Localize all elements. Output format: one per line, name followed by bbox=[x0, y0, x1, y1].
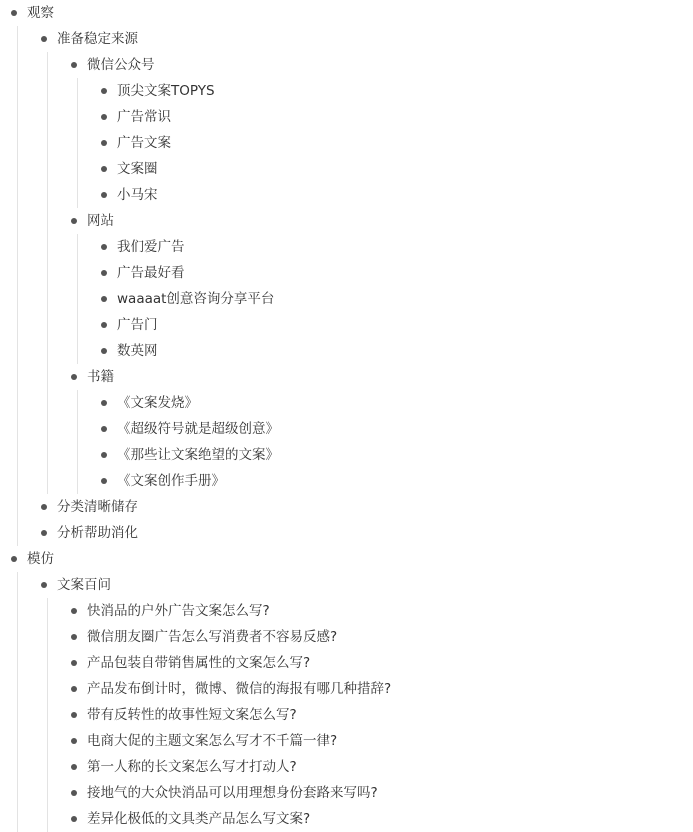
outline-item-label: 模仿 bbox=[27, 551, 54, 567]
outline-item-label: 微信公众号 bbox=[87, 57, 155, 73]
indent-guide-line bbox=[17, 572, 18, 832]
bullet-icon[interactable] bbox=[101, 114, 107, 120]
bullet-icon[interactable] bbox=[41, 530, 47, 536]
outline-item-label: 文案百问 bbox=[57, 577, 111, 593]
indent-guide-line bbox=[47, 598, 48, 832]
outline-item-label: 广告最好看 bbox=[117, 265, 185, 281]
outline-item-label: 文案圈 bbox=[117, 161, 158, 177]
outline-item-label: 快消品的户外广告文案怎么写? bbox=[87, 603, 270, 619]
bullet-icon[interactable] bbox=[101, 452, 107, 458]
bullet-icon[interactable] bbox=[101, 270, 107, 276]
bullet-icon[interactable] bbox=[101, 140, 107, 146]
bullet-icon[interactable] bbox=[71, 712, 77, 718]
outline-item-label: 产品包装自带销售属性的文案怎么写? bbox=[87, 655, 311, 671]
bullet-icon[interactable] bbox=[11, 10, 17, 16]
bullet-icon[interactable] bbox=[71, 816, 77, 822]
indent-guide-line bbox=[47, 52, 48, 494]
bullet-icon[interactable] bbox=[101, 478, 107, 484]
bullet-icon[interactable] bbox=[71, 764, 77, 770]
outline-item-label: 广告常识 bbox=[117, 109, 171, 125]
bullet-icon[interactable] bbox=[101, 166, 107, 172]
outline-item-label: 准备稳定来源 bbox=[57, 31, 138, 47]
bullet-icon[interactable] bbox=[71, 660, 77, 666]
outline-item-label: 《那些让文案绝望的文案》 bbox=[117, 447, 279, 463]
outline-item-label: 第一人称的长文案怎么写才打动人? bbox=[87, 759, 297, 775]
outline-item-label: 《文案发烧》 bbox=[117, 395, 198, 411]
outline-item-label: 接地气的大众快消品可以用理想身份套路来写吗? bbox=[87, 785, 378, 801]
bullet-icon[interactable] bbox=[41, 582, 47, 588]
bullet-icon[interactable] bbox=[71, 686, 77, 692]
bullet-icon[interactable] bbox=[101, 192, 107, 198]
outline-item-label: 顶尖文案TOPYS bbox=[117, 83, 215, 99]
bullet-icon[interactable] bbox=[71, 62, 77, 68]
outline-item-label: 广告门 bbox=[117, 317, 158, 333]
outline-item-label: 带有反转性的故事性短文案怎么写? bbox=[87, 707, 297, 723]
outline-item-label: 小马宋 bbox=[117, 187, 158, 203]
bullet-icon[interactable] bbox=[11, 556, 17, 562]
outline-item-label: 书籍 bbox=[87, 369, 114, 385]
outline-item-label: waaaat创意咨询分享平台 bbox=[117, 291, 275, 307]
bullet-icon[interactable] bbox=[41, 36, 47, 42]
bullet-icon[interactable] bbox=[41, 504, 47, 510]
bullet-icon[interactable] bbox=[101, 244, 107, 250]
outline-item-label: 差异化极低的文具类产品怎么写文案? bbox=[87, 811, 311, 827]
outline-item-label: 观察 bbox=[27, 5, 54, 21]
bullet-icon[interactable] bbox=[71, 374, 77, 380]
indent-guide-line bbox=[77, 234, 78, 364]
outline-item-label: 网站 bbox=[87, 213, 114, 229]
bullet-icon[interactable] bbox=[71, 738, 77, 744]
outline-item-label: 广告文案 bbox=[117, 135, 171, 151]
outline-item-label: 产品发布倒计时，微博、微信的海报有哪几种措辞? bbox=[87, 681, 392, 697]
bullet-icon[interactable] bbox=[101, 348, 107, 354]
outline-item-label: 《超级符号就是超级创意》 bbox=[117, 421, 279, 437]
bullet-icon[interactable] bbox=[101, 400, 107, 406]
outline-item-label: 微信朋友圈广告怎么写消费者不容易反感? bbox=[87, 629, 338, 645]
indent-guide-line bbox=[77, 390, 78, 494]
bullet-icon[interactable] bbox=[101, 296, 107, 302]
bullet-icon[interactable] bbox=[71, 790, 77, 796]
outline-item-label: 我们爱广告 bbox=[117, 239, 185, 255]
bullet-icon[interactable] bbox=[71, 218, 77, 224]
outline-item-label: 电商大促的主题文案怎么写才不千篇一律? bbox=[87, 733, 338, 749]
bullet-icon[interactable] bbox=[101, 426, 107, 432]
outline-item-label: 数英网 bbox=[117, 343, 158, 359]
outline-item-label: 分析帮助消化 bbox=[57, 525, 138, 541]
outline-item-label: 分类清晰储存 bbox=[57, 499, 138, 515]
bullet-icon[interactable] bbox=[71, 608, 77, 614]
bullet-icon[interactable] bbox=[71, 634, 77, 640]
indent-guide-line bbox=[17, 26, 18, 546]
outline-item-label: 《文案创作手册》 bbox=[117, 473, 225, 489]
indent-guide-line bbox=[77, 78, 78, 208]
bullet-icon[interactable] bbox=[101, 322, 107, 328]
bullet-icon[interactable] bbox=[101, 88, 107, 94]
